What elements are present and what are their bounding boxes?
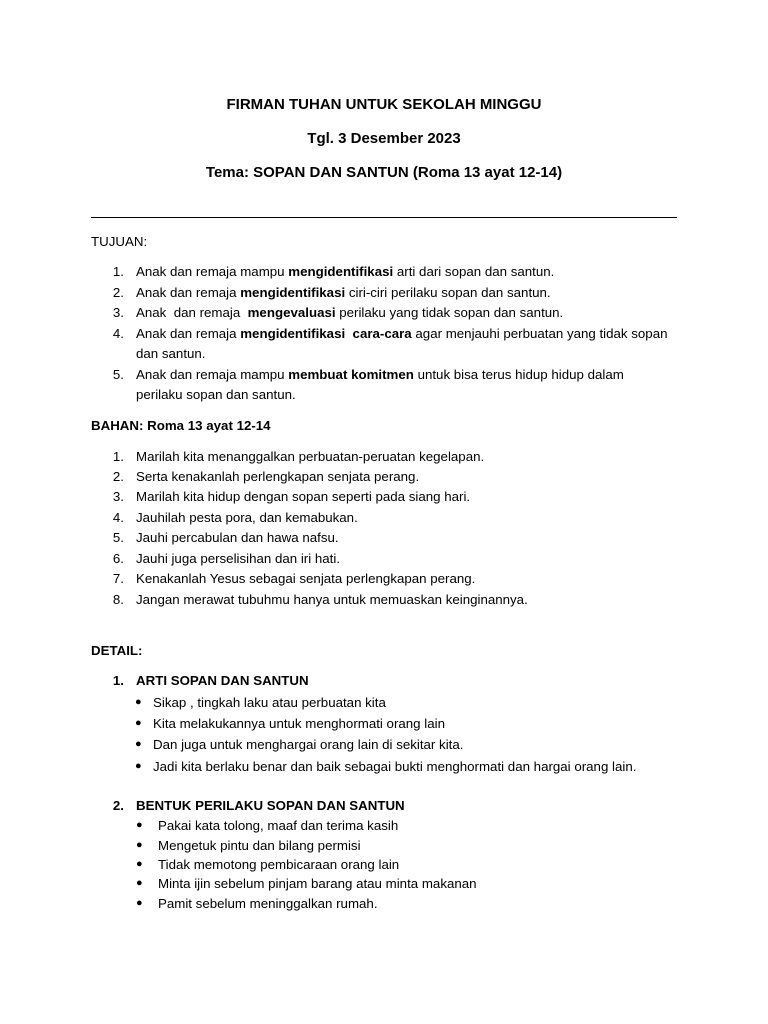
- bullet-icon: ●: [136, 839, 143, 851]
- theme-prefix: Tema: SOPAN DAN SANTUN (: [205, 164, 418, 181]
- bullet-icon: ●: [135, 696, 142, 708]
- bullet-icon: ●: [136, 897, 143, 909]
- bullet-icon: ●: [136, 877, 143, 889]
- tujuan-heading: TUJUAN:: [91, 234, 148, 249]
- bahan-heading: BAHAN: Roma 13 ayat 12-14: [91, 418, 271, 433]
- document-theme: [0, 164, 768, 181]
- document-date: Tgl. 3 Desember 2023: [307, 130, 461, 147]
- document-page: FIRMAN TUHAN UNTUK SEKOLAH MINGGU Tgl. 3 Desember 2023 Tema: SOPAN DAN SANTUN (Roma 13 ayat 12-14) TUJUAN: 1. Anak dan remaja mampu mengidentifikasi arti dari sopan dan santun. 2. Anak dan remaja mengidentifikasi ciri-ciri perilaku sopan dan santun. 3. Anak dan remaja mengevaluasi perilaku yang tidak sopan dan santun. 4. Anak dan remaja mengidentifikasi cara-cara agar menjauhi perbuatan yang tidak sopan dan santun. 5. Anak dan remaja mampu membuat komitmen untuk bisa terus hidup hidup dalam perilaku sopan dan santun. BAHAN: Roma 13 ayat 12-14 1. Marilah kita menanggalkan perbuatan-peruatan kegelapan. 2. Serta kenakanlah perlengkapan senjata perang. 3. Marilah kita hidup dengan sopan seperti pada siang hari. 4. Jauhilah pesta pora, dan kemabukan. 5. Jauhi percabulan dan hawa nafsu. 6. Jauhi juga perselisihan dan iri hati. 7. Kenakanlah Yesus sebagai senjata perlengkapan perang. 8. Jangan merawat tubuhmu hanya untuk memuaskan keinginannya. DETAIL: 1. ARTI SOPAN DAN SANTUN ● Sikap , tingkah laku atau perbuatan kita ● Kita melakukannya untuk menghormati orang lain ● Dan juga untuk menghargai orang lain di sekitar kita. ● Jadi kita berlaku benar dan baik sebagai bukti menghormati dan hargai orang lain. 2. BENTUK PERILAKU SOPAN DAN SANTUN ● Pakai kata tolong, maaf dan terima kasih ● Mengetuk pintu dan bilang permisi ● Tidak memotong pembicaraan orang lain ● Minta ijin sebelum pinjam barang atau minta makanan ● Pamit sebelum meninggalkan rumah.: [0, 0, 768, 1024]
- theme-suffix: ): [557, 164, 563, 181]
- detail-heading: DETAIL:: [91, 643, 143, 658]
- bullet-icon: ●: [136, 819, 143, 831]
- horizontal-divider: [91, 217, 677, 218]
- document-title: FIRMAN TUHAN UNTUK SEKOLAH MINGGU: [226, 96, 542, 113]
- bullet-icon: ●: [135, 760, 142, 772]
- theme-reference: Roma 13 ayat 12-14: [417, 164, 558, 181]
- bullet-icon: ●: [135, 738, 142, 750]
- bullet-icon: ●: [135, 717, 142, 729]
- bullet-icon: ●: [136, 858, 143, 870]
